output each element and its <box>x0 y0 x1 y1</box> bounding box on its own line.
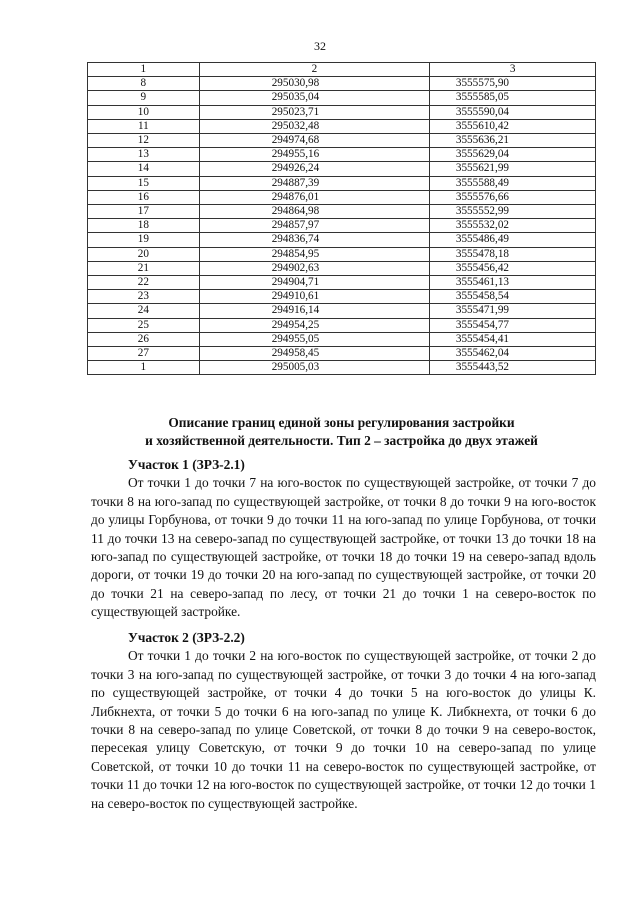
y-coordinate-cell: 3555478,18 <box>430 247 596 261</box>
table-row <box>88 332 596 346</box>
x-coordinate-cell: 294974,68 <box>199 134 430 148</box>
plot-description-2 <box>91 629 596 813</box>
x-coordinate-cell: 295023,71 <box>199 105 430 119</box>
heading-line-1: Описание границ единой зоны регулирования застройки <box>168 415 515 430</box>
point-number-cell: 24 <box>88 304 200 318</box>
x-coordinate-cell: 294857,97 <box>199 219 430 233</box>
point-number-cell: 26 <box>88 332 200 346</box>
y-coordinate-cell: 3555454,41 <box>430 332 596 346</box>
y-coordinate-cell: 3555456,42 <box>430 261 596 275</box>
y-coordinate-cell: 3555610,42 <box>430 119 596 133</box>
point-number-cell: 19 <box>88 233 200 247</box>
table-row <box>88 347 596 361</box>
point-number-cell: 13 <box>88 148 200 162</box>
plot-title: Участок 1 (ЗРЗ-2.1) <box>128 457 245 472</box>
x-coordinate-cell: 294916,14 <box>199 304 430 318</box>
point-number-cell: 16 <box>88 190 200 204</box>
point-number-cell: 27 <box>88 347 200 361</box>
point-number-cell: 21 <box>88 261 200 275</box>
y-coordinate-cell: 3555629,04 <box>430 148 596 162</box>
x-coordinate-cell: 295032,48 <box>199 119 430 133</box>
table-header-row <box>88 63 596 77</box>
table-row <box>88 304 596 318</box>
x-coordinate-cell: 294958,45 <box>199 347 430 361</box>
y-coordinate-cell: 3555621,99 <box>430 162 596 176</box>
x-coordinate-cell: 294876,01 <box>199 190 430 204</box>
y-coordinate-cell: 3555588,49 <box>430 176 596 190</box>
table-row <box>88 105 596 119</box>
y-coordinate-cell: 3555590,04 <box>430 105 596 119</box>
point-number-cell: 15 <box>88 176 200 190</box>
table-row <box>88 77 596 91</box>
table-row <box>88 261 596 275</box>
y-coordinate-cell: 3555443,52 <box>430 361 596 375</box>
table-row <box>88 119 596 133</box>
y-coordinate-cell: 3555454,77 <box>430 318 596 332</box>
x-coordinate-cell: 294954,25 <box>199 318 430 332</box>
table-row <box>88 290 596 304</box>
coordinates-table <box>87 62 596 375</box>
point-number-cell: 22 <box>88 276 200 290</box>
table-row <box>88 134 596 148</box>
point-number-cell: 14 <box>88 162 200 176</box>
section-heading <box>87 414 596 450</box>
x-coordinate-cell: 294902,63 <box>199 261 430 275</box>
plot-title: Участок 2 (ЗРЗ-2.2) <box>128 630 245 645</box>
x-coordinate-cell: 294864,98 <box>199 205 430 219</box>
plot-boundary-text: От точки 1 до точки 7 на юго-восток по существующей застройке, от точки 7 до точки 8 на юго-запад по существующей застройке, от точки 8 до точки 9 на юго-восток до улицы Горбунова, от точки 9 до точки 11 на юго-запад по улице Горбунова, от точки 11 до точки 13 на северо-запад по существующей застройке, от точки 13 до точки 18 на юго-запад по существующей застройке, от точки 18 до точки 19 на северо-запад вдоль дороги, от точки 19 до точки 20 на юго-запад по существующей застройке, от точки 20 до точки 21 на северо-запад по лесу, от точки 21 до точки 1 на северо-восток по существующей застройке. <box>91 475 596 620</box>
column-header: 2 <box>199 63 430 77</box>
plot-boundary-text: От точки 1 до точки 2 на юго-восток по существующей застройке, от точки 2 до точки 3 на юго-запад по существующей застройке, от точки 3 до точки 4 на юго-запад по существующей застройке, от точки 4 до точки 5 на юго-восток до улицы К. Либкнехта, от точки 5 до точки 6 на юго-запад по улице К. Либкнехта, от точки 6 до точки 8 на северо-запад по улице Советской, от точки 8 до точки 9 на северо-восток, пересекая улицу Советскую, от точки 9 до точки 10 на северо-запад по улице Советской, от точки 10 до точки 11 на северо-восток по существующей застройке, от точки 11 до точки 12 на юго-восток по существующей застройке, от точки 12 до точки 1 на северо-восток по существующей застройке. <box>91 648 596 811</box>
x-coordinate-cell: 294955,16 <box>199 148 430 162</box>
point-number-cell: 17 <box>88 205 200 219</box>
x-coordinate-cell: 294926,24 <box>199 162 430 176</box>
point-number-cell: 20 <box>88 247 200 261</box>
x-coordinate-cell: 295030,98 <box>199 77 430 91</box>
table-row <box>88 205 596 219</box>
y-coordinate-cell: 3555576,66 <box>430 190 596 204</box>
x-coordinate-cell: 294854,95 <box>199 247 430 261</box>
x-coordinate-cell: 295005,03 <box>199 361 430 375</box>
page-number: 32 <box>314 39 326 53</box>
point-number-cell: 10 <box>88 105 200 119</box>
y-coordinate-cell: 3555461,13 <box>430 276 596 290</box>
y-coordinate-cell: 3555585,05 <box>430 91 596 105</box>
y-coordinate-cell: 3555575,90 <box>430 77 596 91</box>
table-row <box>88 162 596 176</box>
x-coordinate-cell: 294910,61 <box>199 290 430 304</box>
y-coordinate-cell: 3555486,49 <box>430 233 596 247</box>
y-coordinate-cell: 3555532,02 <box>430 219 596 233</box>
y-coordinate-cell: 3555471,99 <box>430 304 596 318</box>
y-coordinate-cell: 3555552,99 <box>430 205 596 219</box>
y-coordinate-cell: 3555458,54 <box>430 290 596 304</box>
table-row <box>88 318 596 332</box>
table-row <box>88 190 596 204</box>
point-number-cell: 12 <box>88 134 200 148</box>
table-row <box>88 233 596 247</box>
x-coordinate-cell: 294887,39 <box>199 176 430 190</box>
x-coordinate-cell: 294955,05 <box>199 332 430 346</box>
column-header: 3 <box>430 63 596 77</box>
plot-description-1 <box>91 456 596 622</box>
table-row <box>88 361 596 375</box>
table-row <box>88 247 596 261</box>
point-number-cell: 11 <box>88 119 200 133</box>
table-row <box>88 91 596 105</box>
point-number-cell: 25 <box>88 318 200 332</box>
table-row <box>88 219 596 233</box>
x-coordinate-cell: 294836,74 <box>199 233 430 247</box>
column-header: 1 <box>88 63 200 77</box>
x-coordinate-cell: 294904,71 <box>199 276 430 290</box>
y-coordinate-cell: 3555462,04 <box>430 347 596 361</box>
table-row <box>88 148 596 162</box>
point-number-cell: 23 <box>88 290 200 304</box>
y-coordinate-cell: 3555636,21 <box>430 134 596 148</box>
point-number-cell: 9 <box>88 91 200 105</box>
x-coordinate-cell: 295035,04 <box>199 91 430 105</box>
point-number-cell: 8 <box>88 77 200 91</box>
point-number-cell: 18 <box>88 219 200 233</box>
point-number-cell: 1 <box>88 361 200 375</box>
table-row <box>88 176 596 190</box>
heading-line-2: и хозяйственной деятельности. Тип 2 – застройка до двух этажей <box>145 433 538 448</box>
table-row <box>88 276 596 290</box>
